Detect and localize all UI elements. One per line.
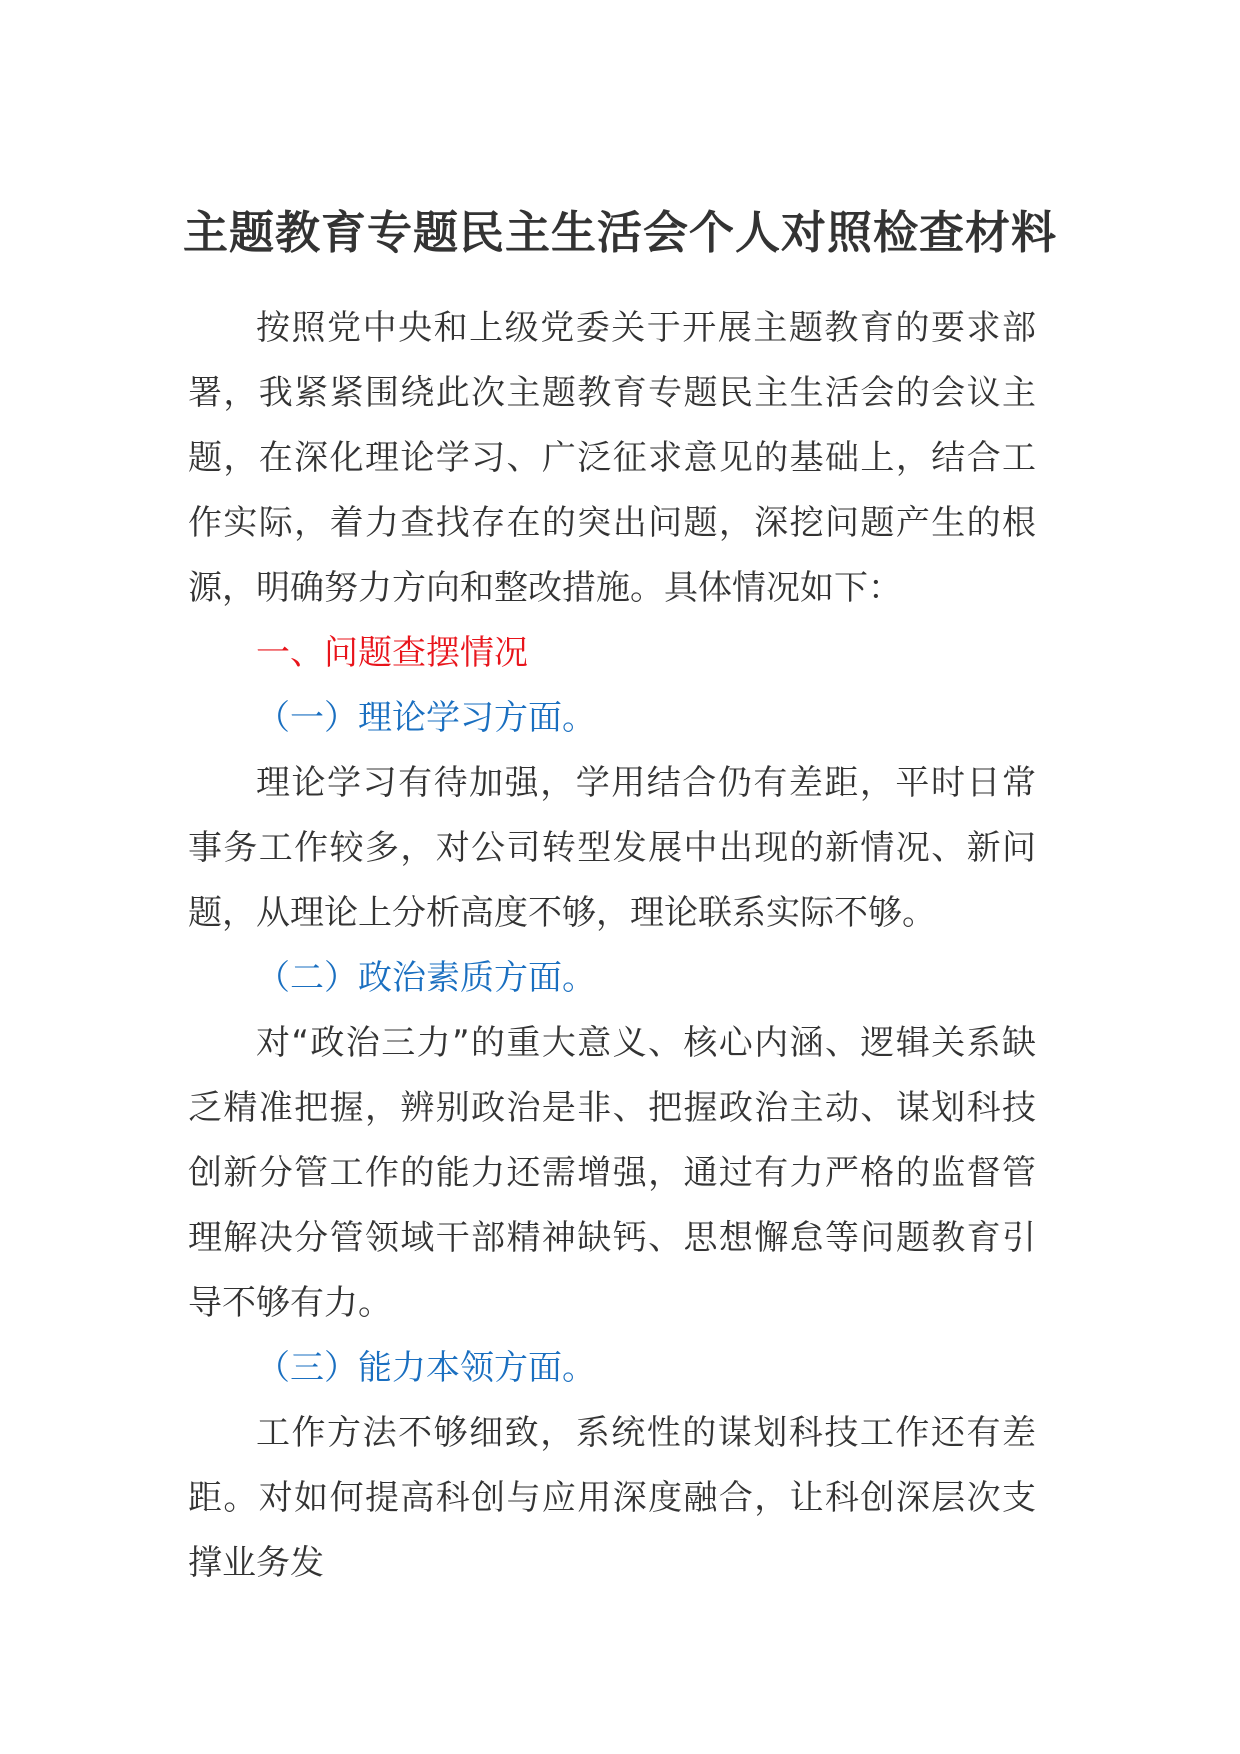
document-body <box>188 296 1036 1596</box>
document-title: 主题教育专题民主生活会个人对照检查材料 <box>182 206 1057 259</box>
paragraph-political-quality: 对“政治三力”的重大意义、核心内涵、逻辑关系缺乏精准把握，辨别政治是非、把握政治主动、谋划科技创新分管工作的能力还需增强，通过有力严格的监督管理解决分管领域干部精神缺钙、思想懈怠等问题教育引导不够有力。 <box>188 1023 1036 1323</box>
subheading-political-quality: （二）政治素质方面。 <box>256 958 596 998</box>
paragraph-ability: 工作方法不够细致，系统性的谋划科技工作还有差距。对如何提高科创与应用深度融合，让科创深层次支撑业务发 <box>188 1413 1036 1583</box>
paragraph-theory-study: 理论学习有待加强，学用结合仍有差距，平时日常事务工作较多，对公司转型发展中出现的新情况、新问题，从理论上分析高度不够，理论联系实际不够。 <box>188 763 1036 933</box>
intro-paragraph: 按照党中央和上级党委关于开展主题教育的要求部署，我紧紧围绕此次主题教育专题民主生活会的会议主题，在深化理论学习、广泛征求意见的基础上，结合工作实际，着力查找存在的突出问题，深挖问题产生的根源，明确努力方向和整改措施。具体情况如下： <box>188 308 1036 608</box>
subheading-ability: （三）能力本领方面。 <box>256 1348 596 1388</box>
section-heading-problems: 一、问题查摆情况 <box>256 633 528 673</box>
subheading-theory-study: （一）理论学习方面。 <box>256 698 596 738</box>
